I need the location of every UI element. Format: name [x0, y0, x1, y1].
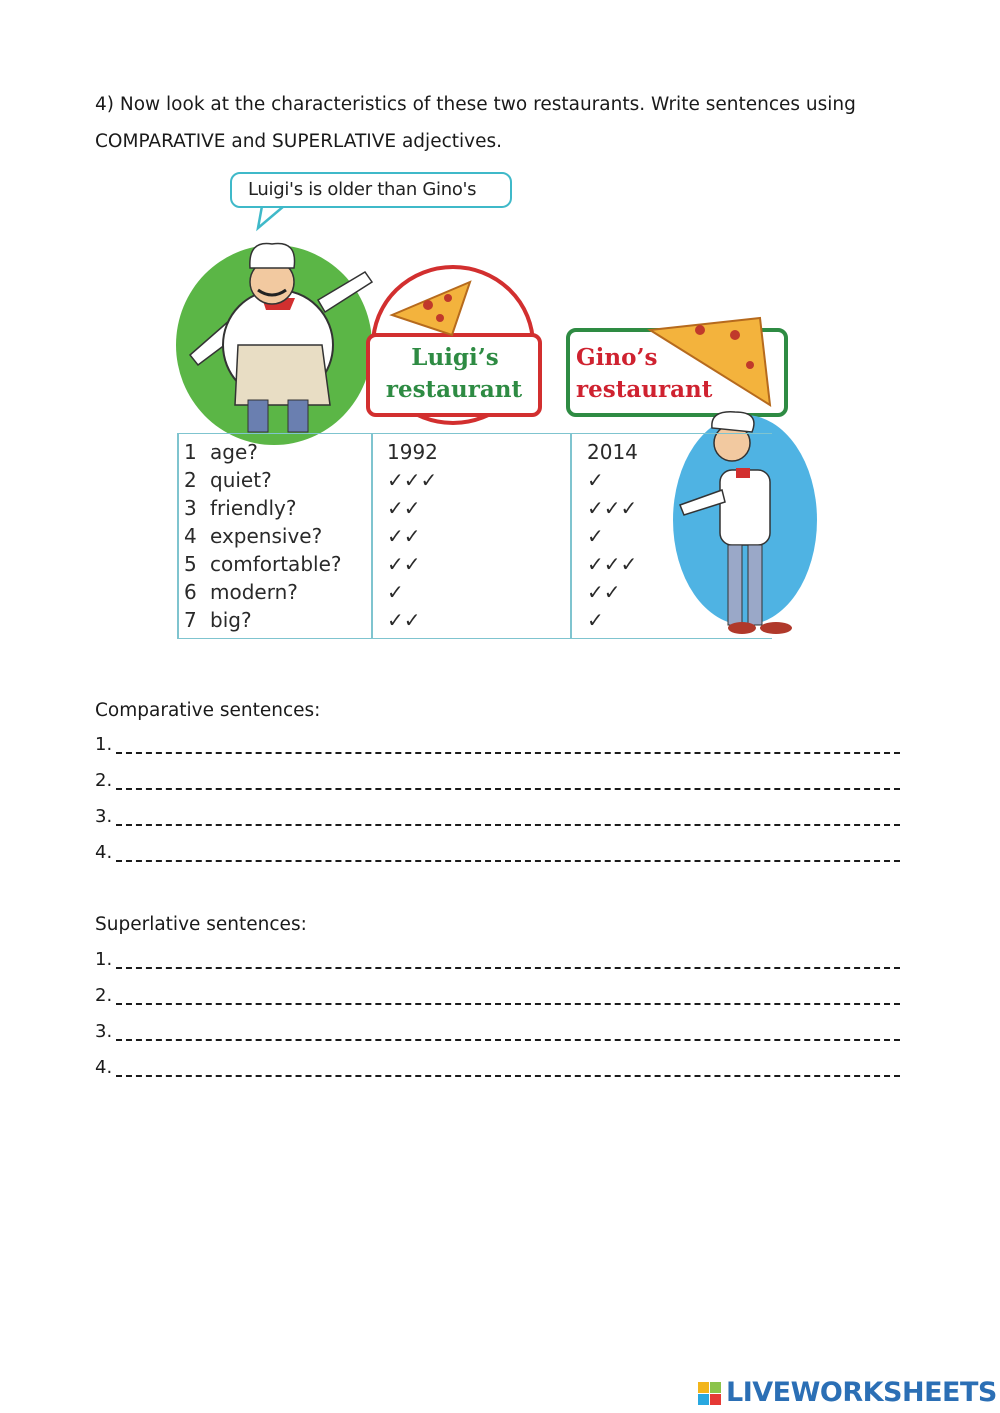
superlative-answer-1 — [95, 949, 900, 979]
logo-mark-icon — [710, 1394, 721, 1405]
table-row — [177, 580, 772, 608]
table-row — [177, 524, 772, 552]
gino-restaurant-name: Gino’s — [576, 344, 658, 371]
table-row — [177, 440, 772, 468]
row-number: 7 — [184, 608, 197, 632]
luigi-value: 1992 — [387, 440, 438, 464]
luigi-value: ✓✓ — [387, 608, 421, 632]
gino-value: 2014 — [587, 440, 638, 464]
logo-mark-icon — [710, 1382, 721, 1393]
row-question: age? — [210, 440, 258, 464]
answer-number: 3. — [95, 1021, 113, 1042]
answer-field[interactable] — [116, 1075, 900, 1077]
luigi-value: ✓ — [387, 580, 404, 604]
answer-field[interactable] — [116, 1003, 900, 1005]
row-question: comfortable? — [210, 552, 342, 576]
luigi-value: ✓✓ — [387, 496, 421, 520]
superlative-answer-2 — [95, 985, 900, 1015]
gino-value: ✓ — [587, 608, 604, 632]
gino-value: ✓✓✓ — [587, 552, 638, 576]
luigi-restaurant-name: Luigi’s — [411, 344, 499, 371]
row-number: 1 — [184, 440, 197, 464]
luigi-chef-image — [176, 244, 372, 446]
table-row — [177, 496, 772, 524]
row-number: 4 — [184, 524, 197, 548]
comparative-title: Comparative sentences: — [95, 700, 321, 721]
answer-field[interactable] — [116, 752, 900, 754]
table-divider — [177, 433, 179, 639]
bubble-tail — [258, 206, 284, 228]
answer-number: 2. — [95, 770, 113, 791]
comparative-answer-4 — [95, 842, 900, 872]
answer-number: 4. — [95, 842, 113, 863]
luigi-value: ✓✓ — [387, 524, 421, 548]
row-number: 2 — [184, 468, 197, 492]
row-question: expensive? — [210, 524, 323, 548]
speech-bubble: Luigi's is older than Gino's — [230, 172, 512, 208]
instruction-line-1: 4) Now look at the characteristics of these two restaurants. Write sentences using — [95, 94, 856, 115]
row-question: big? — [210, 608, 252, 632]
superlative-answer-4 — [95, 1057, 900, 1087]
answer-field[interactable] — [116, 860, 900, 862]
luigi-value: ✓✓✓ — [387, 468, 438, 492]
luigi-value: ✓✓ — [387, 552, 421, 576]
table-row — [177, 552, 772, 580]
gino-value: ✓ — [587, 524, 604, 548]
gino-value: ✓ — [587, 468, 604, 492]
answer-number: 2. — [95, 985, 113, 1006]
superlative-title: Superlative sentences: — [95, 914, 307, 935]
row-question: quiet? — [210, 468, 272, 492]
answer-number: 1. — [95, 734, 113, 755]
answer-number: 4. — [95, 1057, 113, 1078]
answer-field[interactable] — [116, 967, 900, 969]
answer-number: 1. — [95, 949, 113, 970]
gino-restaurant-label: restaurant — [576, 376, 713, 403]
brand-name: LIVEWORKSHEETS — [726, 1377, 997, 1408]
comparison-table — [177, 433, 772, 639]
table-row — [177, 468, 772, 496]
logo-mark-icon — [698, 1394, 709, 1405]
gino-value: ✓✓ — [587, 580, 621, 604]
answer-field[interactable] — [116, 788, 900, 790]
superlative-answer-3 — [95, 1021, 900, 1051]
answer-field[interactable] — [116, 824, 900, 826]
answer-number: 3. — [95, 806, 113, 827]
luigi-restaurant-label: restaurant — [385, 376, 523, 403]
gino-value: ✓✓✓ — [587, 496, 638, 520]
row-question: modern? — [210, 580, 298, 604]
instruction-line-2: COMPARATIVE and SUPERLATIVE adjectives. — [95, 131, 502, 152]
row-number: 5 — [184, 552, 197, 576]
table-divider — [371, 433, 373, 639]
logo-mark-icon — [698, 1382, 709, 1393]
row-question: friendly? — [210, 496, 297, 520]
answer-field[interactable] — [116, 1039, 900, 1041]
table-divider — [570, 433, 572, 639]
comparative-answer-1 — [95, 734, 900, 764]
row-number: 6 — [184, 580, 197, 604]
row-number: 3 — [184, 496, 197, 520]
comparative-answer-2 — [95, 770, 900, 800]
comparative-answer-3 — [95, 806, 900, 836]
table-row — [177, 608, 772, 636]
